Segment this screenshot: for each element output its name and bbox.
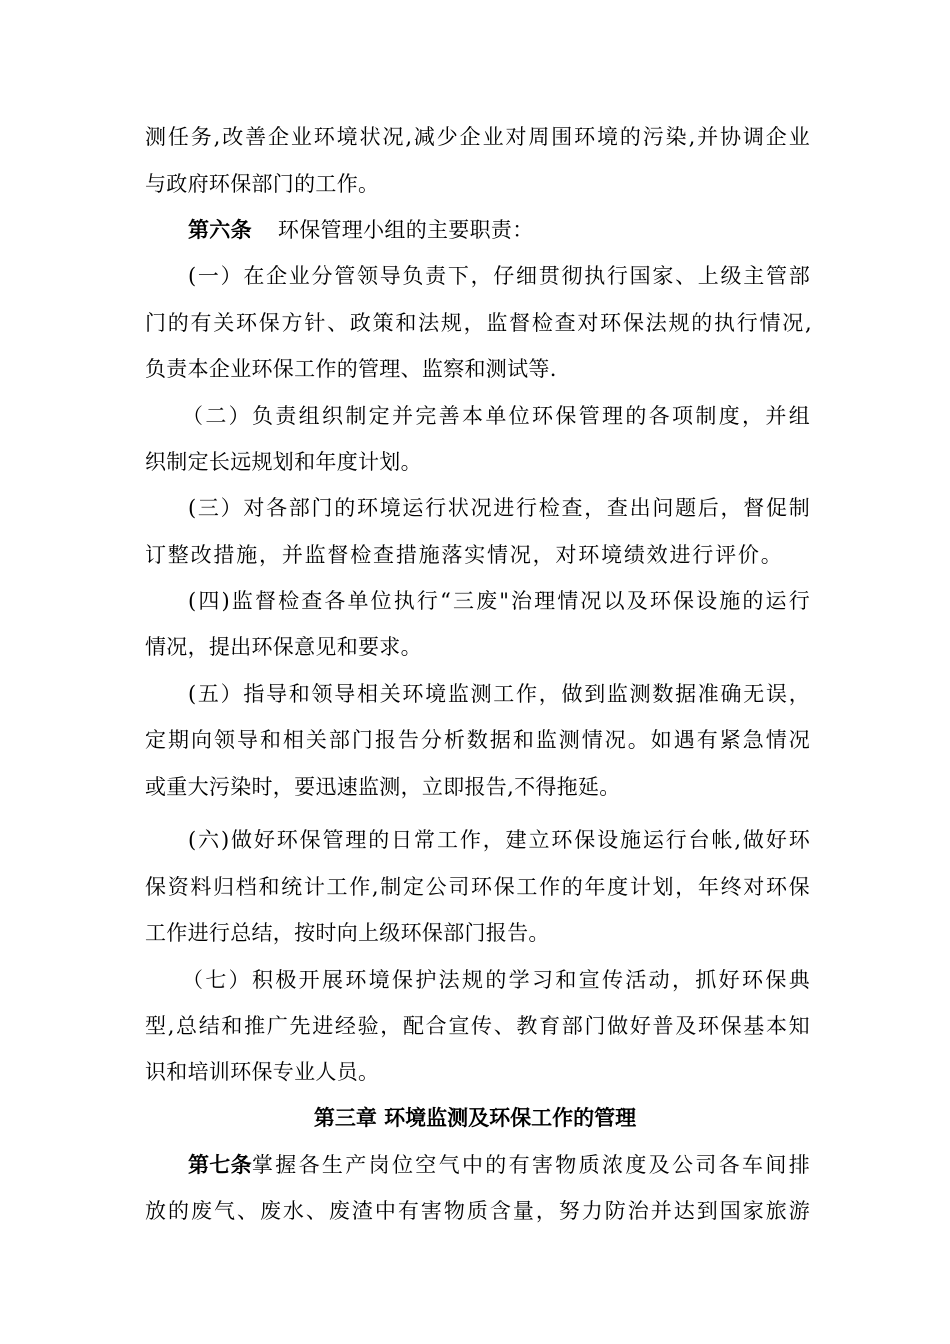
article-label: 第六条 [188,218,252,242]
paragraph-line: 情况，提出环保意见和要求。 [145,635,422,659]
paragraph-line: 与政府环保部门的工作。 [145,172,380,196]
paragraph-line: 型,总结和推广先进经验，配合宣传、教育部门做好普及环保基本知 [145,1014,810,1038]
paragraph-line: (六)做好环保管理的日常工作，建立环保设施运行台帐,做好环 [188,828,810,852]
paragraph-line: (三）对各部门的环境运行状况进行检查，查出问题后，督促制 [188,496,810,520]
paragraph-line: 放的废气、废水、废渣中有害物质含量，努力防治并达到国家旅游 [145,1199,810,1223]
paragraph-line: (一）在企业分管领导负责下，仔细贯彻执行国家、上级主管部 [188,264,810,288]
paragraph-line: 订整改措施，并监督检查措施落实情况，对环境绩效进行评价。 [145,543,782,567]
paragraph-line: （二）负责组织制定并完善本单位环保管理的各项制度，并组 [182,404,810,428]
paragraph-line: 工作进行总结，按时向上级环保部门报告。 [145,921,550,945]
paragraph-line: （七）积极开展环境保护法规的学习和宣传活动，抓好环保典 [182,968,810,992]
paragraph-line: 织制定长远规划和年度计划。 [145,450,422,474]
paragraph-line: 识和培训环保专业人员。 [145,1060,380,1084]
paragraph-line: (五）指导和领导相关环境监测工作，做到监测数据准确无误， [188,682,810,706]
article-label: 第七条 [188,1153,252,1177]
paragraph-line: 保资料归档和统计工作,制定公司环保工作的年度计划，年终对环保 [145,875,810,899]
paragraph-line: (四)监督检查各单位执行“三废"治理情况以及环保设施的运行 [188,589,810,613]
paragraph-line: 定期向领导和相关部门报告分析数据和监测情况。如遇有紧急情况 [145,728,810,752]
chapter-heading: 第三章 环境监测及环保工作的管理 [313,1106,637,1130]
paragraph-line: 掌握各生产岗位空气中的有害物质浓度及公司各车间排 [251,1153,810,1177]
article-paragraph [188,1151,810,1179]
article-text: 环保管理小组的主要职责： [277,218,534,242]
paragraph-line: 或重大污染时，要迅速监测，立即报告,不得拖延。 [145,775,621,799]
paragraph-line: 负责本企业环保工作的管理、监察和测试等. [145,357,557,381]
paragraph-line: 门的有关环保方针、政策和法规，监督检查对环保法规的执行情况, [145,311,812,335]
article-heading [188,216,853,244]
paragraph-line: 测任务,改善企业环境状况,减少企业对周围环境的污染,并协调企业 [145,125,810,149]
